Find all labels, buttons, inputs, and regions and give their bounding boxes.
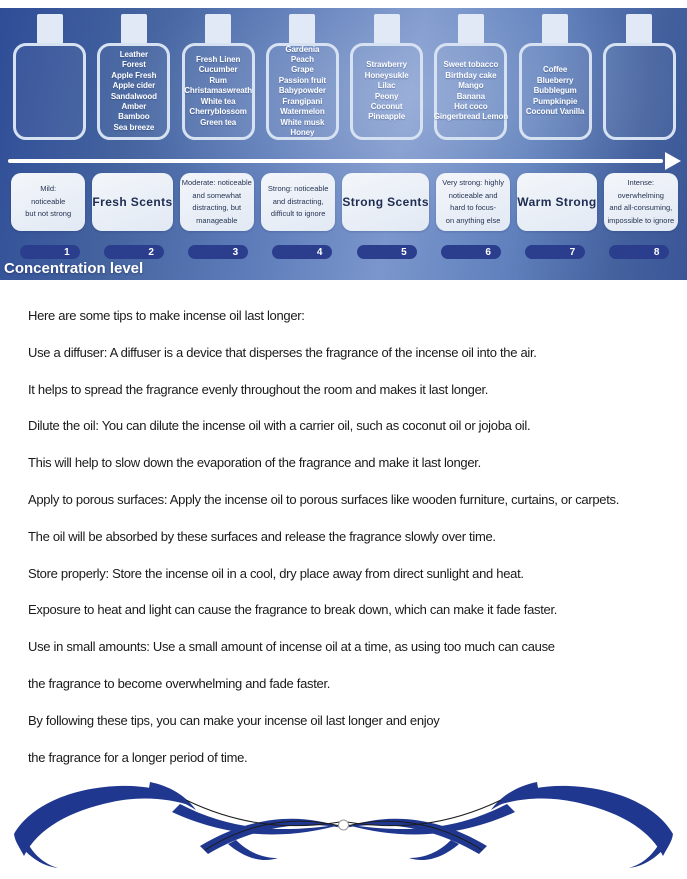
tip-line: Here are some tips to make incense oil last longer: (28, 308, 305, 323)
level-box (11, 173, 85, 231)
bottle-cap (458, 14, 484, 44)
scent-item: Peach (290, 55, 314, 65)
tip-line: Use a diffuser: A diffuser is a device that disperses the fragrance of the incense oil into the air. (28, 344, 537, 360)
level-label-line: on anything else (445, 215, 501, 225)
level-label-line: impossible to ignore (607, 215, 675, 225)
level-label-line: but not strong (25, 209, 72, 219)
scent-item: Gingerbread Lemon (433, 112, 509, 122)
scent-item: Christamaswreath (184, 86, 253, 96)
scent-item: Coconut Vanilla (525, 107, 585, 117)
bottle-cap (205, 14, 231, 44)
tip-line: It helps to spread the fragrance evenly throughout the room and makes it last longer. (28, 381, 489, 397)
level-number: 6 (485, 246, 491, 258)
bottle (11, 14, 88, 148)
level-label-line: and distracting, (272, 196, 324, 206)
level-number-pill (104, 245, 164, 259)
scent-item: Cucumber (198, 65, 238, 75)
scent-item: Pineapple (368, 112, 406, 122)
tip-line: Dilute the oil: You can dilute the incense oil with a carrier oil, such as coconut oil or jojoba oil. (28, 418, 531, 434)
tip-line: Exposure to heat and light can cause the fragrance to break down, which can make it fade faster. (28, 602, 558, 618)
scent-item: Blueberry (536, 75, 574, 85)
bottle-body (350, 43, 423, 140)
center-dot (339, 820, 349, 830)
level-number-pill (441, 245, 501, 259)
scent-item: Coconut (370, 101, 403, 111)
scent-item: Apple cider (112, 81, 156, 91)
bottle-body (519, 43, 592, 140)
scent-item: Birthday cake (445, 70, 497, 80)
scent-item: Sweet tobacco (443, 60, 499, 70)
level-number-pill (20, 245, 80, 259)
level-label-line: noticeable (31, 196, 66, 206)
level-box (517, 173, 596, 231)
scent-item: Sea breeze (113, 122, 155, 132)
level-label-line: Very strong: highly (442, 178, 504, 187)
scent-item: Banana (456, 91, 486, 101)
bottle-cap (626, 14, 652, 44)
level-label-line: distracting, but (192, 203, 242, 212)
scent-item: Cherryblossom (189, 107, 247, 117)
level-number-pill (609, 245, 669, 259)
scent-item: Fresh Linen (196, 55, 241, 65)
scale-arrow (8, 159, 663, 163)
level-label-line: Strong: noticeable (267, 184, 329, 194)
tips-section (0, 280, 687, 776)
scent-item: White musk (280, 117, 325, 127)
scent-item: Bamboo (118, 112, 150, 122)
level-label-line: Intense: (627, 178, 655, 187)
level-label-line: Mild: (40, 184, 57, 194)
scent-item: Leather (119, 49, 148, 59)
level-label-line: Moderate: noticeable (181, 178, 252, 187)
level-label-line: Strong Scents (342, 195, 429, 209)
scent-item: Sandalwood (110, 91, 157, 101)
level-box (261, 173, 335, 231)
level-box (436, 173, 510, 231)
tip-line: The oil will be absorbed by these surfaces and release the fragrance slowly over time. (28, 528, 496, 544)
bottle-cap (37, 14, 63, 44)
flourish-ornament (0, 776, 687, 872)
bottle (517, 14, 594, 148)
scent-item: Amber (121, 101, 147, 111)
scent-item: Honey (290, 127, 315, 137)
axis-label: Concentration level (4, 260, 144, 277)
scent-item: Peony (374, 91, 399, 101)
scent-item: Apple Fresh (111, 70, 157, 80)
tip-line: By following these tips, you can make your incense oil last longer and enjoy (28, 712, 440, 728)
level-label-line: manageable (196, 215, 238, 225)
level-number: 7 (569, 246, 576, 258)
arrow-head-icon (665, 152, 681, 170)
level-label-line: Warm Strong (517, 195, 597, 209)
level-number: 5 (401, 246, 407, 258)
level-number-pill (525, 245, 585, 259)
level-number: 3 (232, 246, 239, 258)
scent-item: Rum (209, 75, 227, 85)
level-number: 8 (653, 246, 660, 258)
levels-row (11, 173, 678, 231)
bottle (95, 14, 172, 148)
tip-line: Use in small amounts: Use a small amount of incense oil at a time, as using too much can cause (28, 639, 555, 655)
scent-item: Forest (121, 60, 146, 70)
scent-item: Gardenia (285, 44, 320, 54)
bottles-row (11, 14, 678, 148)
tip-line: Store properly: Store the incense oil in a cool, dry place away from direct sunlight and heat. (28, 565, 524, 581)
level-label-line: and all-consuming, (609, 203, 673, 212)
scent-item: Honeysukle (364, 70, 409, 80)
bottle (601, 14, 678, 148)
bottle-cap (542, 14, 568, 44)
tip-line: Apply to porous surfaces: Apply the incense oil to porous surfaces like wooden furniture, curtains, or carpets. (28, 491, 620, 507)
scent-item: Bubblegum (533, 86, 577, 96)
level-label-line: Fresh Scents (92, 195, 173, 209)
level-number: 1 (64, 246, 70, 258)
scent-item: Babypowder (278, 86, 326, 96)
bottle (432, 14, 509, 148)
level-number: 2 (148, 246, 154, 258)
bottle-cap (121, 14, 147, 44)
level-number-pill (272, 245, 332, 259)
level-number: 4 (316, 246, 323, 258)
tip-line: the fragrance to become overwhelming and fade faster. (28, 675, 331, 691)
scent-item: Frangipani (282, 96, 323, 106)
level-box (92, 173, 172, 231)
scent-item: Mango (458, 81, 484, 91)
bottle-body (97, 43, 170, 140)
scent-item: Green tea (200, 117, 237, 127)
level-label-line: overwhelming (617, 190, 664, 200)
bottle-body (182, 43, 255, 140)
bottle-body (13, 43, 86, 140)
level-number-pill (357, 245, 417, 259)
bottle (180, 14, 257, 148)
level-box (604, 173, 678, 231)
scent-item: Watermelon (280, 107, 325, 117)
level-box (180, 173, 254, 231)
level-label-line: noticeable and (448, 190, 498, 200)
bottle-cap (374, 14, 400, 44)
tip-line: This will help to slow down the evaporation of the fragrance and make it last longer. (28, 455, 481, 471)
level-number-pill (188, 245, 248, 259)
pills-row (11, 245, 678, 259)
level-label-line: hard to focus- (450, 203, 497, 212)
scent-item: Coffee (542, 65, 568, 75)
scent-item: Passion fruit (278, 75, 326, 85)
scent-item: Strawberry (366, 60, 408, 70)
level-label-line: and somewhat (192, 190, 242, 200)
bottle-body (434, 43, 507, 140)
scent-item: White tea (200, 96, 236, 106)
level-box (342, 173, 429, 231)
bottle-body (603, 43, 676, 140)
scent-item: Grape (291, 65, 314, 75)
bottle (264, 14, 341, 148)
bottle (348, 14, 425, 148)
concentration-banner (0, 8, 687, 280)
tip-line: the fragrance for a longer period of time. (28, 749, 248, 765)
scent-item: Lilac (377, 81, 396, 91)
level-label-line: difficult to ignore (270, 209, 326, 219)
bottle-body (266, 43, 339, 140)
scent-item: Hot coco (454, 101, 488, 111)
scent-item: Pumpkinpie (532, 96, 578, 106)
bottle-cap (289, 14, 315, 44)
